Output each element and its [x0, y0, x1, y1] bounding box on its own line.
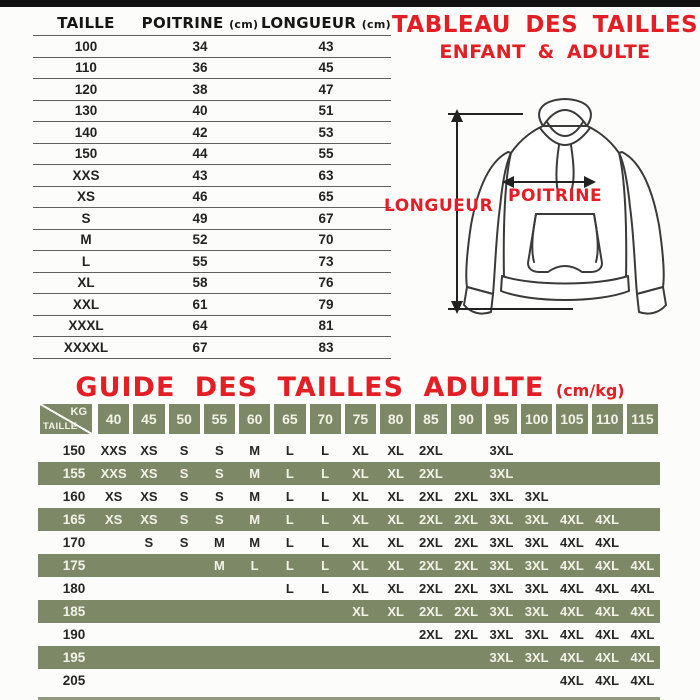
size-table-cell: S	[81, 210, 91, 226]
size-value-cell: XXS	[100, 466, 127, 481]
height-label: 180	[62, 581, 86, 596]
size-table-cell: 67	[192, 339, 208, 355]
size-value-cell: 4XL	[595, 512, 620, 527]
col-header-unit: (cm)	[361, 17, 391, 31]
height-label: 190	[62, 627, 86, 642]
size-value-cell: XL	[352, 581, 369, 596]
size-table-cell: 55	[318, 146, 334, 162]
size-value-cell: 4XL	[595, 604, 620, 619]
col-header-unit: (cm)	[229, 17, 259, 31]
guide-corner-cell	[40, 404, 92, 434]
size-value-cell: XL	[387, 489, 404, 504]
size-table-row	[33, 208, 391, 230]
size-value-cell: 2XL	[454, 535, 479, 550]
size-value-cell: 4XL	[630, 581, 655, 596]
size-value-cell: XS	[104, 512, 123, 527]
size-value-cell: L	[285, 466, 294, 481]
main-title-line1: TABLEAU DES TAILLES	[392, 12, 699, 38]
size-table-cell: 52	[192, 232, 208, 248]
size-table-cell: 58	[192, 275, 208, 291]
weight-header-cell: 85	[415, 404, 446, 434]
weight-header-cell: 60	[239, 404, 270, 434]
size-table-cell: XXS	[72, 167, 100, 183]
size-value-cell: M	[249, 489, 261, 504]
size-table-cell: 51	[318, 103, 334, 119]
guide-title	[0, 372, 700, 403]
weight-header-cell: 70	[310, 404, 341, 434]
size-value-cell: XL	[352, 489, 369, 504]
size-value-cell: M	[249, 466, 261, 481]
guide-header-row	[38, 404, 660, 434]
size-table-cell: 130	[74, 103, 98, 119]
size-table-cell: 79	[318, 296, 334, 312]
size-value-cell: 4XL	[559, 512, 584, 527]
size-value-cell: L	[285, 512, 294, 527]
size-value-cell: XL	[352, 604, 369, 619]
size-value-cell: 3XL	[489, 512, 514, 527]
weight-header-cell: 50	[169, 404, 200, 434]
size-value-cell: XL	[352, 466, 369, 481]
size-table-cell: 40	[192, 103, 208, 119]
size-value-cell: S	[179, 512, 189, 527]
corner-taille-label: TAILLE	[43, 421, 78, 432]
size-value-cell: 3XL	[489, 558, 514, 573]
size-value-cell: L	[321, 535, 330, 550]
size-value-cell: L	[250, 558, 259, 573]
size-value-cell: S	[215, 443, 224, 458]
size-value-cell: 2XL	[454, 489, 479, 504]
size-value-cell: 2XL	[418, 466, 443, 481]
size-table-cell: XS	[76, 189, 95, 205]
size-value-cell: 3XL	[524, 512, 549, 527]
height-label: 170	[62, 535, 86, 550]
size-value-cell: XS	[140, 512, 158, 527]
top-black-bar	[0, 0, 700, 7]
size-value-cell: 3XL	[489, 443, 514, 458]
size-table-cell: 70	[318, 232, 334, 248]
size-table-cell: 49	[192, 210, 208, 226]
size-value-cell: 4XL	[559, 673, 584, 688]
size-value-cell: 2XL	[418, 604, 443, 619]
size-table-cell: 43	[318, 38, 334, 54]
size-table-cell: 100	[74, 38, 98, 54]
guide-row	[38, 485, 660, 508]
weight-header-cell: 45	[133, 404, 164, 434]
size-value-cell: 3XL	[489, 535, 514, 550]
size-table-cell: 45	[318, 60, 334, 76]
size-table-row	[33, 294, 391, 316]
weight-header-cell: 65	[274, 404, 305, 434]
size-value-cell: L	[321, 443, 330, 458]
size-table-cell: XL	[77, 275, 95, 291]
size-value-cell: S	[144, 535, 154, 550]
size-value-cell: 4XL	[630, 673, 655, 688]
size-value-cell: 3XL	[489, 627, 514, 642]
size-value-cell: 4XL	[595, 535, 620, 550]
size-value-cell: M	[249, 535, 261, 550]
size-table-body	[33, 36, 391, 359]
size-value-cell: S	[215, 466, 224, 481]
col-header-label: TAILLE	[57, 13, 115, 32]
weight-header-cell: 110	[592, 404, 623, 434]
size-value-cell: XXS	[100, 443, 127, 458]
size-table-cell: 81	[318, 318, 334, 334]
size-value-cell: XL	[352, 512, 369, 527]
guide-row	[38, 577, 660, 600]
size-value-cell: M	[249, 443, 261, 458]
size-value-cell: L	[321, 581, 330, 596]
size-table-row	[33, 101, 391, 123]
height-label: 185	[62, 604, 86, 619]
size-value-cell: M	[213, 535, 225, 550]
size-table-row	[33, 251, 391, 273]
size-value-cell: 2XL	[418, 535, 443, 550]
size-value-cell: 3XL	[524, 489, 549, 504]
length-label: LONGUEUR	[384, 196, 494, 216]
guide-body	[38, 439, 660, 692]
size-table-cell: 140	[74, 124, 98, 140]
size-table-cell: XXL	[72, 296, 100, 312]
col-header-poitrine	[139, 14, 261, 32]
col-header-taille	[33, 14, 139, 32]
guide-table	[38, 404, 660, 692]
size-value-cell: XS	[140, 466, 158, 481]
size-value-cell: 2XL	[454, 581, 479, 596]
size-table-cell: 76	[318, 275, 334, 291]
weight-header-cell: 95	[486, 404, 517, 434]
size-value-cell: XL	[387, 535, 404, 550]
size-table-header	[33, 10, 391, 36]
size-value-cell: XL	[352, 535, 369, 550]
size-table-cell: XXXXL	[63, 339, 109, 355]
size-table-row	[33, 187, 391, 209]
height-label: 160	[62, 489, 86, 504]
height-label: 150	[62, 443, 86, 458]
size-table-row	[33, 273, 391, 295]
size-value-cell: 2XL	[454, 512, 479, 527]
guide-row	[38, 600, 660, 623]
size-value-cell: 2XL	[418, 512, 443, 527]
size-value-cell: 3XL	[489, 581, 514, 596]
guide-row	[38, 439, 660, 462]
size-table-cell: 64	[192, 318, 208, 334]
size-value-cell: M	[213, 558, 225, 573]
size-table-cell: 38	[192, 81, 208, 97]
size-value-cell: 2XL	[418, 627, 443, 642]
size-table-cell: 110	[75, 60, 97, 76]
size-value-cell: XL	[387, 466, 404, 481]
size-table-cell: 65	[318, 189, 334, 205]
size-value-cell: XL	[387, 512, 404, 527]
size-value-cell: L	[285, 443, 294, 458]
size-table-cell: 67	[318, 210, 334, 226]
size-value-cell: 3XL	[524, 604, 549, 619]
size-value-cell: S	[215, 489, 224, 504]
height-label: 175	[62, 558, 86, 573]
guide-row	[38, 462, 660, 485]
size-value-cell: M	[249, 512, 261, 527]
size-value-cell: 4XL	[559, 581, 584, 596]
size-value-cell: S	[179, 443, 189, 458]
size-value-cell: 3XL	[524, 558, 549, 573]
size-value-cell: 4XL	[559, 558, 584, 573]
size-value-cell: 4XL	[630, 627, 655, 642]
size-table-row	[33, 230, 391, 252]
size-table-row	[33, 58, 391, 80]
guide-row	[38, 531, 660, 554]
size-value-cell: XL	[387, 604, 404, 619]
size-value-cell: S	[179, 489, 189, 504]
col-header-label: POITRINE	[141, 13, 224, 32]
size-value-cell: 4XL	[595, 673, 620, 688]
size-table-row	[33, 79, 391, 101]
size-table-cell: 83	[318, 339, 334, 355]
size-value-cell: 2XL	[418, 443, 443, 458]
size-value-cell: S	[179, 466, 189, 481]
size-value-cell: L	[321, 558, 330, 573]
size-table-cell: 120	[74, 81, 98, 97]
size-value-cell: 4XL	[630, 604, 655, 619]
size-table-cell: 34	[192, 38, 208, 54]
weight-header-cell: 80	[380, 404, 411, 434]
height-label: 165	[62, 512, 86, 527]
weight-header-cell: 55	[204, 404, 235, 434]
size-value-cell: 4XL	[559, 627, 584, 642]
weight-header-cell: 115	[627, 404, 658, 434]
size-value-cell: 2XL	[418, 581, 443, 596]
size-table-row	[33, 165, 391, 187]
size-value-cell: S	[215, 512, 224, 527]
size-table-cell: 36	[192, 60, 208, 76]
size-table-cell: 63	[318, 167, 334, 183]
guide-title-unit: (cm/kg)	[555, 381, 625, 400]
size-value-cell: 2XL	[454, 604, 479, 619]
size-value-cell: 3XL	[524, 627, 549, 642]
size-table	[33, 10, 391, 359]
size-table-cell: 43	[192, 167, 208, 183]
size-table-row	[33, 122, 391, 144]
size-value-cell: XL	[352, 443, 369, 458]
size-table-row	[33, 316, 391, 338]
size-table-cell: 44	[192, 146, 208, 162]
size-value-cell: 2XL	[418, 489, 443, 504]
guide-row	[38, 669, 660, 692]
weight-header-cell: 105	[556, 404, 587, 434]
height-label: 155	[62, 466, 86, 481]
size-value-cell: XL	[387, 558, 404, 573]
size-value-cell: 4XL	[630, 558, 655, 573]
size-value-cell: 3XL	[489, 650, 514, 665]
chest-label: POITRINE	[508, 186, 603, 206]
size-value-cell: 4XL	[559, 535, 584, 550]
weight-header-cell: 40	[98, 404, 129, 434]
size-value-cell: L	[285, 489, 294, 504]
size-value-cell: 3XL	[524, 581, 549, 596]
height-label: 195	[62, 650, 86, 665]
weight-header-cell: 100	[521, 404, 552, 434]
size-value-cell: XS	[140, 489, 158, 504]
size-value-cell: L	[285, 558, 294, 573]
size-value-cell: L	[285, 535, 294, 550]
size-value-cell: L	[321, 489, 330, 504]
size-value-cell: XS	[140, 443, 158, 458]
weight-header-cell: 90	[451, 404, 482, 434]
size-value-cell: XL	[387, 581, 404, 596]
guide-row	[38, 508, 660, 531]
size-table-cell: 46	[192, 189, 208, 205]
size-value-cell: 4XL	[595, 627, 620, 642]
size-value-cell: L	[321, 466, 330, 481]
guide-title-text: GUIDE DES TAILLES ADULTE	[75, 372, 545, 403]
size-value-cell: 4XL	[559, 604, 584, 619]
size-table-cell: 150	[74, 146, 98, 162]
col-header-longueur	[261, 14, 391, 32]
size-value-cell: XL	[387, 443, 404, 458]
size-value-cell: XS	[104, 489, 123, 504]
size-table-cell: 61	[192, 296, 208, 312]
size-value-cell: 4XL	[595, 558, 620, 573]
size-value-cell: 3XL	[524, 650, 549, 665]
guide-row	[38, 623, 660, 646]
size-table-cell: XXXL	[68, 318, 104, 334]
size-value-cell: 3XL	[524, 535, 549, 550]
size-value-cell: 3XL	[489, 466, 514, 481]
size-value-cell: L	[285, 581, 294, 596]
guide-row	[38, 646, 660, 669]
size-value-cell: 3XL	[489, 604, 514, 619]
size-value-cell: 4XL	[559, 650, 584, 665]
size-value-cell: 2XL	[454, 627, 479, 642]
size-table-cell: M	[80, 232, 92, 248]
main-title-line2: ENFANT & ADULTE	[439, 41, 651, 63]
size-value-cell: L	[321, 512, 330, 527]
size-value-cell: 3XL	[489, 489, 514, 504]
size-value-cell: 4XL	[595, 650, 620, 665]
height-label: 205	[62, 673, 86, 688]
guide-row	[38, 554, 660, 577]
size-value-cell: 2XL	[454, 558, 479, 573]
size-table-row	[33, 36, 391, 58]
size-table-cell: 47	[318, 81, 334, 97]
size-table-cell: 55	[192, 253, 208, 269]
size-table-cell: 73	[318, 253, 334, 269]
col-header-label: LONGUEUR	[261, 13, 357, 32]
size-table-row	[33, 144, 391, 166]
size-table-cell: L	[81, 253, 91, 269]
size-table-cell: 53	[318, 124, 334, 140]
size-value-cell: 4XL	[595, 581, 620, 596]
main-title	[392, 12, 698, 63]
corner-kg-label: KG	[70, 406, 87, 418]
size-value-cell: 4XL	[630, 650, 655, 665]
size-table-cell: 42	[192, 124, 208, 140]
weight-header-cell: 75	[345, 404, 376, 434]
size-value-cell: XL	[352, 558, 369, 573]
size-table-row	[33, 337, 391, 359]
size-value-cell: S	[179, 535, 189, 550]
size-value-cell: 2XL	[418, 558, 443, 573]
